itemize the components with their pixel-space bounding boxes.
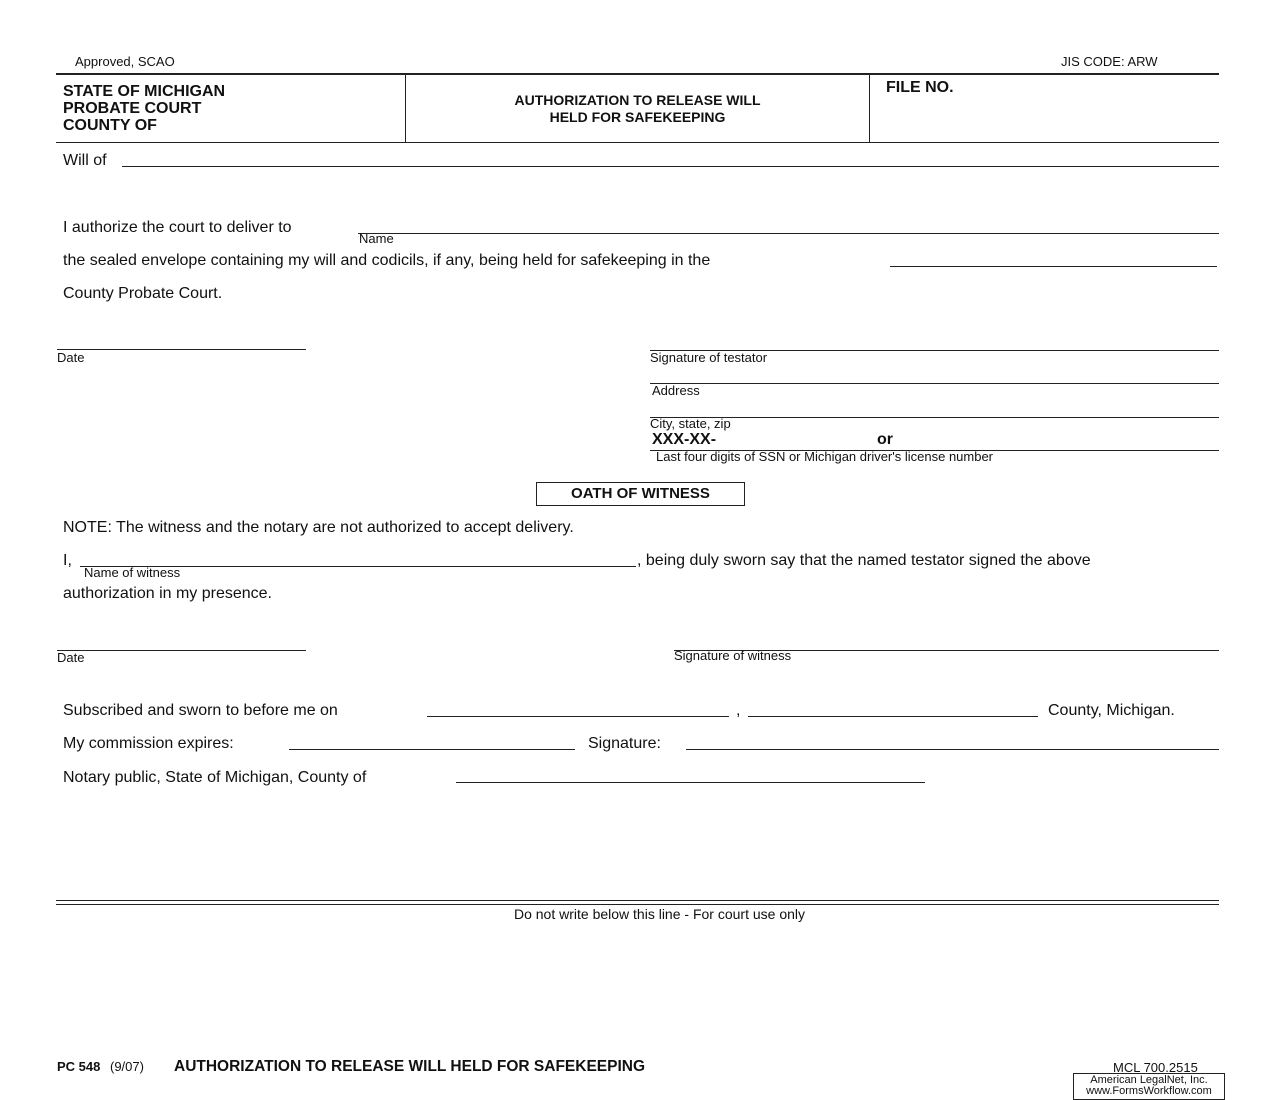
- testator-date-field[interactable]: [57, 333, 306, 350]
- authorize-text: I authorize the court to deliver to: [63, 219, 292, 236]
- court-line-state: STATE OF MICHIGAN: [63, 83, 226, 100]
- form-revision-date: (9/07): [110, 1059, 144, 1074]
- court-use-divider: [56, 904, 1219, 905]
- i-label: I,: [63, 552, 72, 569]
- legalnet-stamp: [1073, 1073, 1225, 1100]
- presence-text: authorization in my presence.: [63, 585, 272, 602]
- will-of-label: Will of: [63, 152, 107, 169]
- city-state-zip-field[interactable]: [650, 401, 1219, 418]
- notary-note: NOTE: The witness and the notary are not authorized to accept delivery.: [63, 519, 574, 536]
- sworn-text: , being duly sworn say that the named testator signed the above: [637, 552, 1091, 569]
- form-title: [406, 92, 869, 126]
- court-use-label: Do not write below this line - For court use only: [513, 906, 805, 922]
- signature-witness-caption: Signature of witness: [674, 648, 792, 663]
- notary-signature-label: Signature:: [588, 735, 661, 752]
- commission-expires-field[interactable]: [289, 733, 575, 750]
- commission-expires-label: My commission expires:: [63, 735, 234, 752]
- court-name: [63, 83, 225, 134]
- form-id: [57, 1059, 144, 1074]
- witness-date-field[interactable]: [57, 634, 306, 651]
- file-no-label: FILE NO.: [886, 79, 954, 96]
- witness-name-caption: Name of witness: [84, 565, 181, 580]
- court-use-divider: [56, 900, 1219, 901]
- testator-signature-field[interactable]: [650, 334, 1219, 351]
- legalnet-url: www.FormsWorkflow.com: [1086, 1085, 1212, 1097]
- subscribed-text: Subscribed and sworn to before me on: [63, 702, 338, 719]
- deliver-to-name-field[interactable]: [358, 217, 1219, 234]
- footer-form-title: AUTHORIZATION TO RELEASE WILL HELD FOR SAFEKEEPING: [174, 1058, 646, 1075]
- will-of-field[interactable]: [122, 150, 1219, 167]
- county-probate-court-text: County Probate Court.: [63, 285, 223, 302]
- witness-date-caption: Date: [57, 650, 85, 665]
- notary-county-field[interactable]: [456, 766, 925, 783]
- notary-public-label: Notary public, State of Michigan, County of: [63, 769, 367, 786]
- county-field[interactable]: [890, 250, 1217, 267]
- oath-of-witness-heading: OATH OF WITNESS: [536, 482, 745, 506]
- sworn-county-field[interactable]: [748, 700, 1038, 717]
- form-title-line1: AUTHORIZATION TO RELEASE WILL: [514, 92, 761, 108]
- ssn-prefix: XXX-XX-: [652, 431, 717, 448]
- legalnet-name: American LegalNet, Inc.: [1090, 1074, 1208, 1086]
- address-field[interactable]: [650, 367, 1219, 384]
- ssn-caption: Last four digits of SSN or Michigan driver's license number: [656, 449, 994, 464]
- court-line-probate: PROBATE COURT: [63, 100, 202, 117]
- form-title-line2: HELD FOR SAFEKEEPING: [549, 109, 726, 125]
- court-line-county: COUNTY OF: [63, 117, 157, 134]
- sealed-envelope-text: the sealed envelope containing my will and codicils, if any, being held for safekeeping in the: [63, 252, 711, 269]
- notary-signature-field[interactable]: [686, 733, 1219, 750]
- approved-label: Approved, SCAO: [75, 54, 175, 69]
- city-state-zip-caption: City, state, zip: [650, 416, 731, 431]
- mcl-reference: MCL 700.2515: [1113, 1060, 1198, 1075]
- signature-testator-caption: Signature of testator: [650, 350, 768, 365]
- comma-separator: ,: [736, 702, 741, 719]
- form-number: PC 548: [57, 1059, 101, 1074]
- jis-code-label: JIS CODE: ARW: [1061, 54, 1158, 69]
- header-divider: [869, 75, 870, 142]
- or-label: or: [877, 431, 893, 448]
- name-caption: Name: [359, 231, 394, 246]
- sworn-date-field[interactable]: [427, 700, 729, 717]
- date-caption: Date: [57, 350, 85, 365]
- file-no-field[interactable]: [975, 78, 1205, 94]
- address-caption: Address: [652, 383, 700, 398]
- county-michigan-label: County, Michigan.: [1048, 702, 1175, 719]
